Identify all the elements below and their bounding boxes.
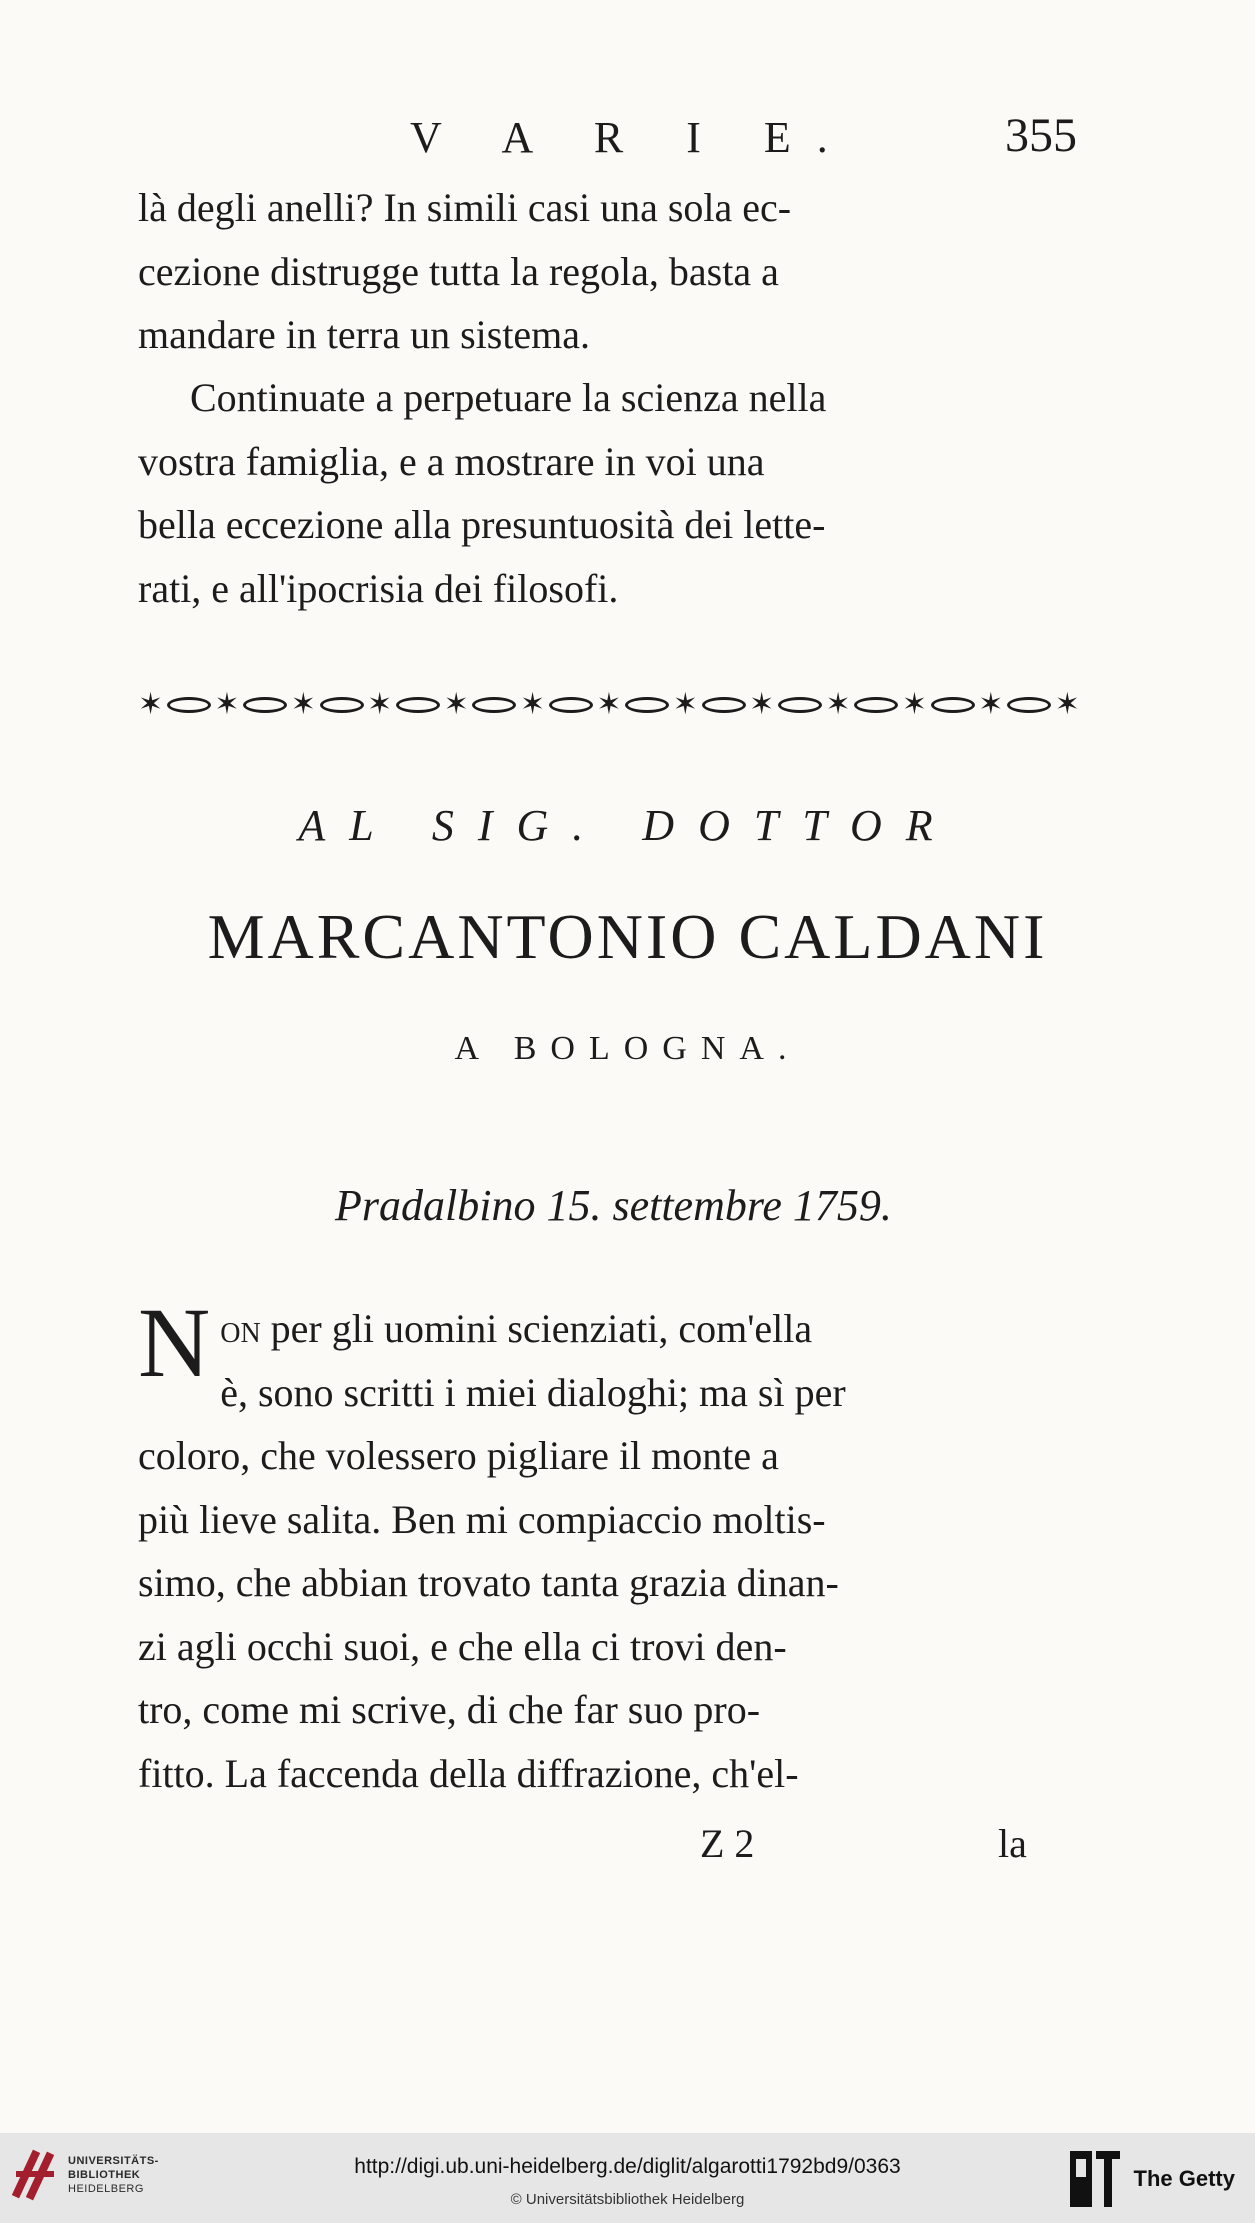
copyright-notice: © Universitätsbibliothek Heidelberg: [510, 2191, 745, 2208]
ornament-star-icon: ✶: [825, 687, 851, 722]
ornament-oval-icon: [243, 697, 287, 713]
ornament-oval-icon: [320, 697, 364, 713]
drop-cap: N: [138, 1287, 211, 1398]
ornament-oval-icon: [549, 697, 593, 713]
ornament-star-icon: ✶: [519, 687, 546, 722]
text-line: Continuate a perpetuare la scienza nella: [190, 375, 827, 420]
ornament-star-icon: ✶: [749, 687, 775, 722]
text-line: tro, come mi scrive, di che far suo pro-: [138, 1687, 761, 1732]
text-line: è, sono scritti i miei dialoghi; ma sì per: [220, 1369, 846, 1415]
text-line: simo, che abbian trovato tanta grazia dinan-: [138, 1560, 839, 1605]
ornament-oval-icon: [396, 697, 440, 713]
text-line: mandare in terra un sistema.: [138, 312, 591, 357]
ornament-star-icon: ✶: [596, 687, 622, 722]
ornament-oval-icon: [778, 697, 822, 713]
ornament-oval-icon: [702, 697, 746, 713]
ornament-star-icon: ✶: [138, 687, 164, 722]
text-line: rati, e all'ipocrisia dei filosofi.: [138, 565, 619, 611]
salutation: AL SIG. DOTTOR: [298, 801, 957, 850]
ornament-oval-icon: [931, 697, 975, 713]
ornament-star-icon: ✶: [978, 687, 1004, 722]
ornament-star-icon: ✶: [214, 687, 240, 722]
running-head: V A R I E.: [410, 113, 854, 162]
letter-body: [138, 1287, 1080, 1805]
ornament-oval-icon: [167, 697, 211, 713]
getty-logo[interactable]: [1070, 2151, 1235, 2207]
signature-mark: Z 2: [700, 1821, 755, 1866]
ornament-star-icon: ✶: [672, 687, 698, 722]
getty-mark-icon: [1070, 2151, 1120, 2207]
university-line: HEIDELBERG: [68, 2183, 144, 2195]
university-line: BIBLIOTHEK: [68, 2169, 141, 2181]
text-line: là degli anelli? In simili casi una sola ec-: [138, 185, 792, 230]
text-line: vostra famiglia, e a mostrare in voi una: [138, 438, 765, 484]
ornament-oval-icon: [472, 697, 516, 713]
text-line: zi agli occhi suoi, e che ella ci trovi den-: [138, 1623, 787, 1669]
paragraph-one: [138, 176, 1080, 367]
ornament-star-icon: ✶: [1054, 687, 1080, 722]
university-line: UNIVERSITÄTS-: [68, 2155, 159, 2167]
ornament-oval-icon: [625, 697, 669, 713]
permalink-url[interactable]: http://digi.ub.uni-heidelberg.de/diglit/algarotti1792bd9/0363: [354, 2155, 901, 2178]
text-line-rest: per gli uomini scienziati, com'ella: [260, 1306, 813, 1351]
ornament-star-icon: ✶: [901, 687, 928, 722]
text-line: fitto. La faccenda della diffrazione, ch'el-: [138, 1750, 799, 1796]
text-line: più lieve salita. Ben mi compiaccio moltis-: [138, 1496, 826, 1542]
ornament-star-icon: ✶: [443, 687, 469, 722]
dateline: Pradalbino 15. settembre 1759.: [335, 1181, 892, 1230]
ornament-oval-icon: [1007, 697, 1051, 713]
text-line: [138, 1297, 1080, 1361]
text-line: bella eccezione alla presuntuosità dei lette-: [138, 502, 826, 547]
place-line: A BOLOGNA.: [454, 1030, 801, 1067]
addressee: MARCANTONIO CALDANI: [207, 901, 1048, 972]
page-number: 355: [1005, 109, 1077, 162]
ornament-star-icon: ✶: [367, 687, 393, 722]
text-line: coloro, che volessero pigliare il monte a: [138, 1433, 779, 1478]
getty-name: The Getty: [1133, 2166, 1235, 2191]
catchword: la: [998, 1821, 1027, 1866]
ornament-oval-icon: [854, 697, 898, 713]
ornament-star-icon: ✶: [290, 687, 316, 722]
footer-banner: [0, 2133, 1255, 2223]
paragraph-two: [138, 366, 1080, 620]
ornament-divider: [138, 685, 1080, 725]
first-word: on: [220, 1306, 261, 1351]
text-line: cezione distrugge tutta la regola, basta a: [138, 248, 779, 294]
